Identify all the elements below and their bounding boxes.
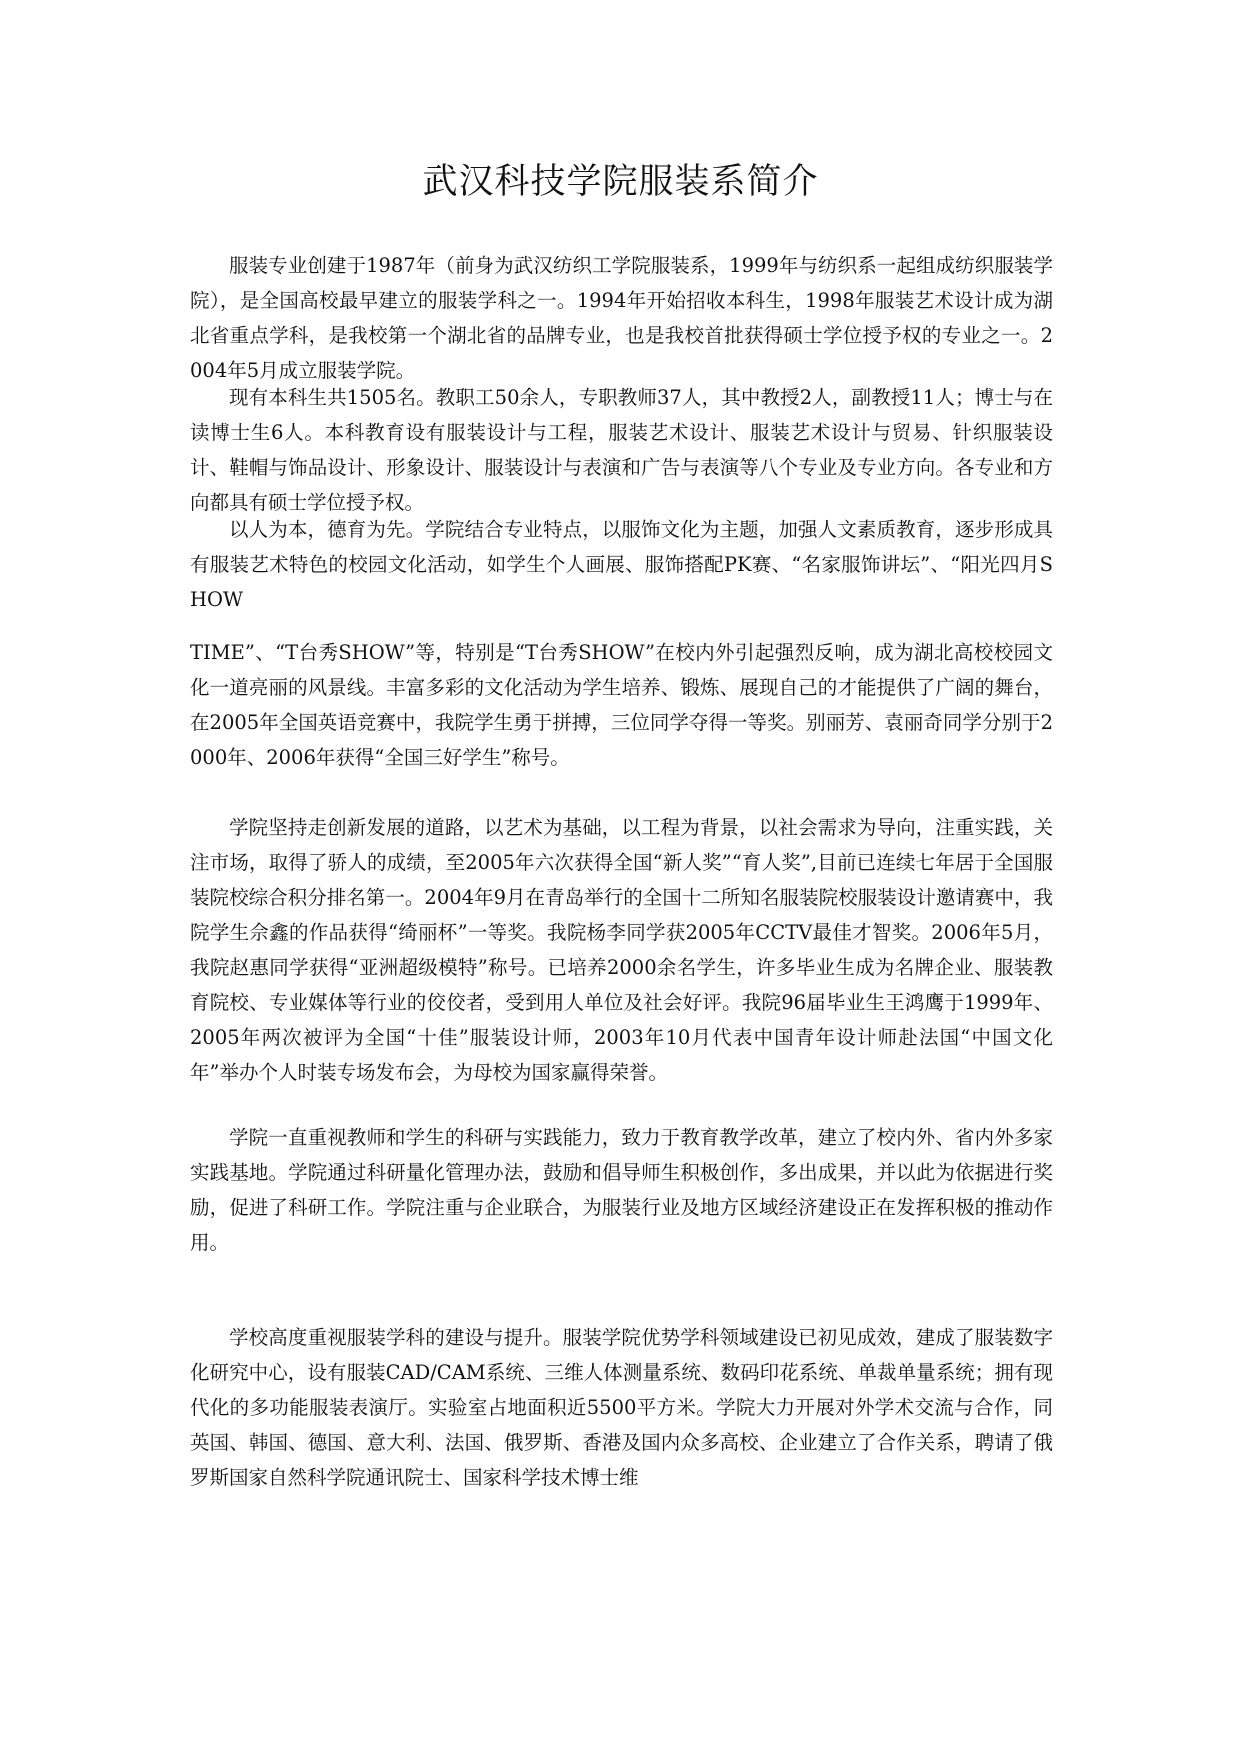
paragraph-research-practice: 学院一直重视教师和学生的科研与实践能力，致力于教育教学改革，建立了校内外、省内外多家实践基地。学院通过科研量化管理办法，鼓励和倡导师生积极创作，多出成果，并以此为依据进行奖励，促进了科研工作。学院注重与企业联合，为服装行业及地方区域经济建设正在发挥积极的推动作用。 bbox=[190, 1126, 1053, 1254]
paragraph-staff-students: 现有本科生共1505名。教职工50余人，专职教师37人，其中教授2人，副教授11人；博士与在读博士生6人。本科教育设有服装设计与工程，服装艺术设计、服装艺术设计与贸易、针织服装设计、鞋帽与饰品设计、形象设计、服装设计与表演和广告与表演等八个专业及专业方向。各专业和方向都具有硕士学位授予权。 bbox=[190, 386, 1053, 514]
paragraph-campus-culture-continued: TIME”、“T台秀SHOW”等，特别是“T台秀SHOW”在校内外引起强烈反响，成为湖北高校校园文化一道亮丽的风景线。丰富多彩的文化活动为学生培养、锻炼、展现自己的才能提供了广阔的舞台，在2005年全国英语竞赛中，我院学生勇于拼搏，三位同学夺得一等奖。别丽芳、袁丽奇同学分别于2000年、2006年获得“全国三好学生”称号。 bbox=[190, 641, 1053, 769]
paragraph-facilities-cooperation: 学校高度重视服装学科的建设与提升。服装学院优势学科领域建设已初见成效，建成了服装数字化研究中心，设有服装CAD/CAM系统、三维人体测量系统、数码印花系统、单裁单量系统；拥有现代化的多功能服装表演厅。实验室占地面积近5500平方米。学院大力开展对外学术交流与合作，同英国、韩国、德国、意大利、法国、俄罗斯、香港及国内众多高校、企业建立了合作关系，聘请了俄罗斯国家自然科学院通讯院士、国家科学技术博士维 bbox=[190, 1326, 1053, 1489]
paragraph-campus-culture: 以人为本，德育为先。学院结合专业特点，以服饰文化为主题，加强人文素质教育，逐步形成具有服装艺术特色的校园文化活动，如学生个人画展、服饰搭配PK赛、“名家服饰讲坛”、“阳光四月SHOW bbox=[190, 518, 1053, 611]
paragraph-history: 服装专业创建于1987年（前身为武汉纺织工学院服装系，1999年与纺织系一起组成纺织服装学院），是全国高校最早建立的服装学科之一。1994年开始招收本科生，1998年服装艺术设计成为湖北省重点学科，是我校第一个湖北省的品牌专业，也是我校首批获得硕士学位授予权的专业之一。2004年5月成立服装学院。 bbox=[190, 254, 1053, 382]
paragraph-achievements: 学院坚持走创新发展的道路，以艺术为基础，以工程为背景，以社会需求为导向，注重实践，关注市场，取得了骄人的成绩，至2005年六次获得全国“新人奖”“育人奖”,目前已连续七年居于全国服装院校综合积分排名第一。2004年9月在青岛举行的全国十二所知名服装院校服装设计邀请赛中，我院学生佘鑫的作品获得“绮丽杯”一等奖。我院杨李同学获2005年CCTV最佳才智奖。2006年5月，我院赵惠同学获得“亚洲超级模特”称号。已培养2000余名学生，许多毕业生成为名牌企业、服装教育院校、专业媒体等行业的佼佼者，受到用人单位及社会好评。我院96届毕业生王鸿鹰于1999年、2005年两次被评为全国“十佳”服装设计师，2003年10月代表中国青年设计师赴法国“中国文化年”举办个人时装专场发布会，为母校为国家赢得荣誉。 bbox=[190, 816, 1053, 1084]
document-title: 武汉科技学院服装系简介 bbox=[422, 162, 819, 202]
